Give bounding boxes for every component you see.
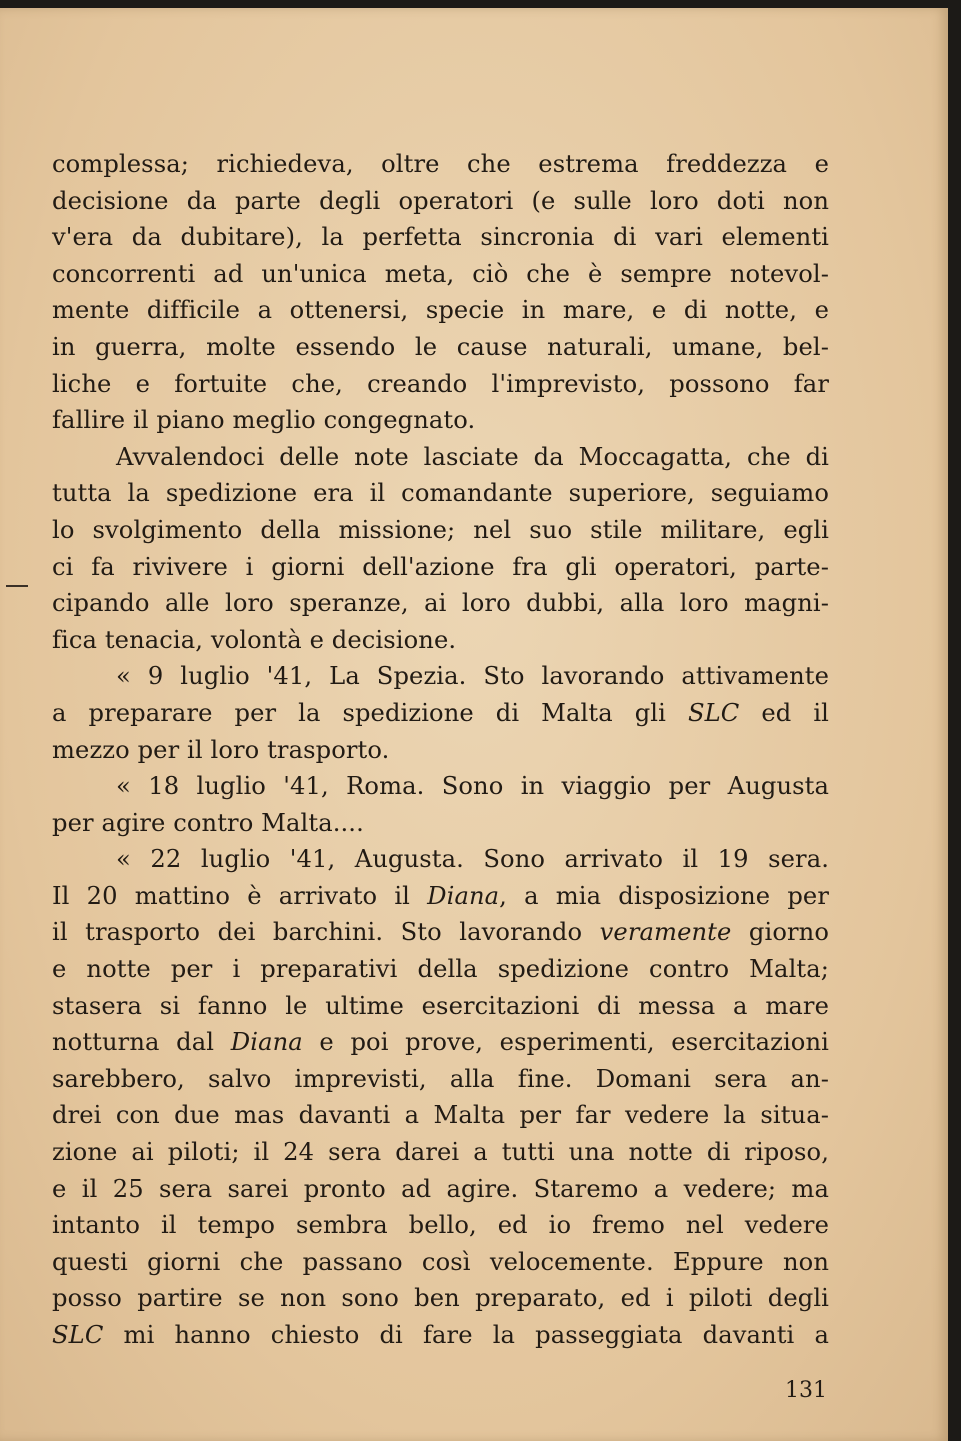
- text-line: zione ai piloti; il 24 sera darei a tutti una notte di riposo,: [52, 1138, 829, 1167]
- text-line: « 18 luglio '41, Roma. Sono in viaggio per Augusta: [116, 772, 829, 801]
- text-line: per agire contro Malta....: [52, 808, 364, 837]
- text-line: fica tenacia, volontà e decisione.: [52, 625, 457, 654]
- text-line: complessa; richiedeva, oltre che estrema freddezza e: [52, 150, 829, 178]
- text-line: fallire il piano meglio congegnato.: [52, 406, 476, 435]
- paragraph: [52, 146, 829, 439]
- text-line: e il 25 sera sarei pronto ad agire. Staremo a vedere; ma: [52, 1174, 829, 1203]
- text-line: posso partire se non sono ben preparato, ed i piloti degli: [52, 1284, 829, 1313]
- body-text: [52, 146, 829, 1354]
- margin-mark: [6, 585, 28, 587]
- text-line: il trasporto dei barchini. Sto lavorando veramente giorno: [52, 918, 829, 947]
- text-line: « 9 luglio '41, La Spezia. Sto lavorando attivamente: [116, 662, 829, 691]
- text-line: v'era da dubitare), la perfetta sincronia di vari elementi: [52, 223, 829, 252]
- text-line: questi giorni che passano così velocemente. Eppure non: [52, 1247, 829, 1276]
- text-line: stasera si fanno le ultime esercitazioni di messa a mare: [52, 991, 829, 1020]
- text-line: mente difficile a ottenersi, specie in mare, e di notte, e: [52, 296, 829, 325]
- text-line: Avvalendoci delle note lasciate da Moccagatta, che di: [116, 442, 829, 471]
- text-line: cipando alle loro speranze, ai loro dubbi, alla loro magni-: [52, 589, 829, 618]
- text-line: intanto il tempo sembra bello, ed io fremo nel vedere: [52, 1211, 829, 1240]
- text-line: tutta la spedizione era il comandante superiore, seguiamo: [52, 479, 829, 508]
- text-line: a preparare per la spedizione di Malta gli SLC ed il: [52, 698, 830, 727]
- page-number: 131: [785, 1378, 827, 1403]
- text-line: sarebbero, salvo imprevisti, alla fine. Domani sera an-: [52, 1064, 829, 1093]
- text-line: ci fa rivivere i giorni dell'azione fra gli operatori, parte-: [52, 552, 829, 581]
- paragraph: [52, 841, 829, 1353]
- text-line: decisione da parte degli operatori (e sulle loro doti non: [52, 186, 829, 215]
- text-line: drei con due mas davanti a Malta per far vedere la situa-: [52, 1101, 829, 1130]
- paragraph: [52, 768, 829, 841]
- text-line: SLC mi hanno chiesto di fare la passeggiata davanti a: [52, 1321, 829, 1349]
- text-line: « 22 luglio '41, Augusta. Sono arrivato il 19 sera.: [116, 845, 829, 874]
- text-line: concorrenti ad un'unica meta, ciò che è sempre notevol-: [52, 259, 829, 288]
- text-line: Il 20 mattino è arrivato il Diana, a mia disposizione per: [52, 881, 829, 910]
- paragraph: [52, 658, 829, 768]
- paragraph: [52, 439, 829, 659]
- text-line: mezzo per il loro trasporto.: [52, 735, 390, 764]
- text-line: lo svolgimento della missione; nel suo stile militare, egli: [52, 515, 829, 544]
- book-page: [0, 8, 948, 1441]
- text-line: notturna dal Diana e poi prove, esperimenti, esercitazioni: [52, 1028, 829, 1057]
- text-line: e notte per i preparativi della spedizione contro Malta;: [52, 955, 829, 984]
- text-line: in guerra, molte essendo le cause naturali, umane, bel-: [52, 332, 829, 361]
- text-line: liche e fortuite che, creando l'imprevisto, possono far: [52, 369, 829, 398]
